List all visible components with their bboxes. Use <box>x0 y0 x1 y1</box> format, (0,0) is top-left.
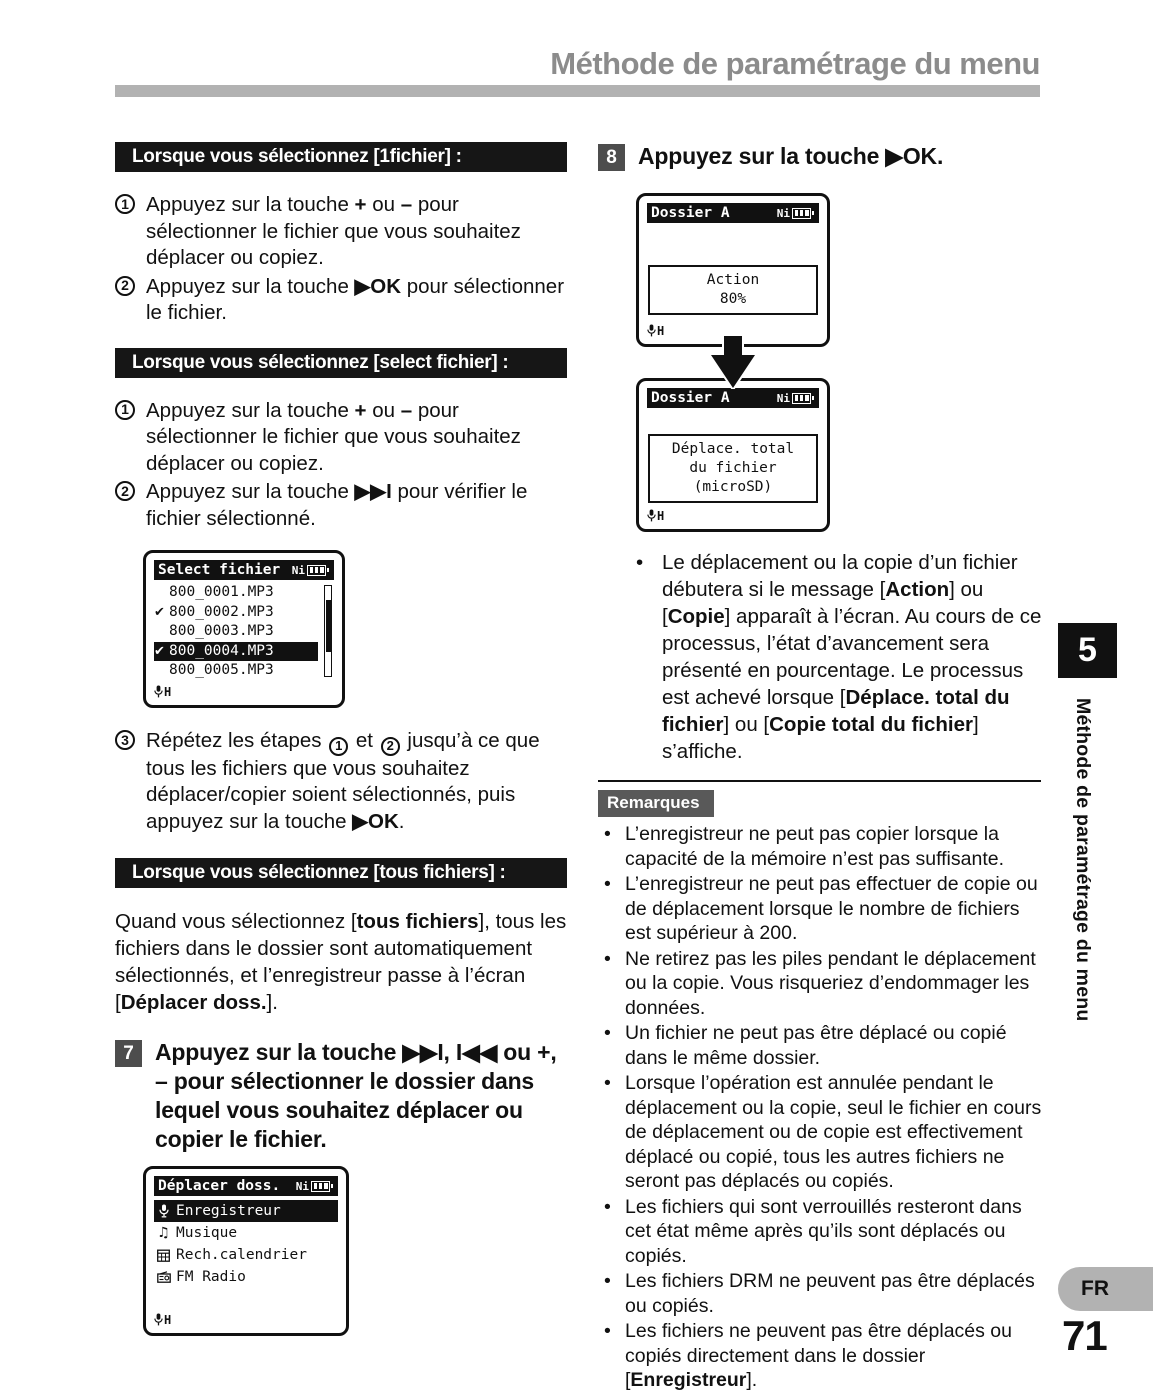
lcd-header <box>154 560 334 580</box>
file-name: 800_0004.MP3 <box>169 642 274 659</box>
step-8 <box>598 142 1043 171</box>
step-item <box>115 479 567 532</box>
battery-type-label: Ni <box>295 1179 309 1193</box>
lcd-header <box>647 388 819 408</box>
step-item <box>115 398 567 478</box>
remarks-heading: Remarques <box>598 790 714 817</box>
steps-select-fichier <box>115 398 567 533</box>
check-spacer <box>154 583 169 603</box>
down-arrow-icon <box>710 335 756 389</box>
battery-type-label: Ni <box>291 563 305 577</box>
battery-type-label: Ni <box>776 391 790 405</box>
lcd-title: Dossier A <box>651 205 730 221</box>
folder-label: Enregistreur <box>176 1202 281 1219</box>
lcd-footer <box>154 1313 338 1326</box>
lcd-folder-list <box>154 1200 338 1288</box>
lcd-message-box <box>648 434 818 503</box>
message-line: du fichier <box>689 460 777 476</box>
left-column <box>115 142 567 1336</box>
folder-row <box>154 1222 338 1244</box>
remark-item: • Lorsque l’opération est annulée pendant le déplacement ou la copie, seul le fichier en cours de déplacement ou de copie est effectivement déplacé ou copié, tous les autres fichiers ne seront pas déplacés ou copiés. <box>598 1071 1043 1194</box>
mic-sensitivity-label: H <box>164 1313 172 1328</box>
battery-icon <box>307 565 326 576</box>
music-note-icon: ♫ <box>157 1225 170 1242</box>
check-icon: ✔ <box>154 643 165 659</box>
step-item <box>115 728 567 835</box>
file-row <box>154 603 318 623</box>
remark-item: • Les fichiers ne peuvent pas être déplacés ou copiés directement dans le dossier [Enregistreur]. <box>598 1319 1043 1393</box>
title-underline-bar <box>115 85 1040 97</box>
file-row <box>154 583 318 603</box>
mic-sensitivity-label: H <box>657 509 665 523</box>
lcd-title: Déplacer doss. <box>158 1178 281 1195</box>
folder-row-selected <box>154 1200 338 1222</box>
page-number: 71 <box>1062 1312 1107 1359</box>
progress-percent: 80% <box>719 291 747 307</box>
lcd-screen-select-fichier <box>143 550 345 708</box>
tous-fichiers-paragraph: Quand vous sélectionnez [tous fichiers], tous les fichiers dans le dossier sont automatiquement sélectionnés, et l’enregistreur passe à l’écran [Déplacer doss.]. <box>115 910 567 1015</box>
step-text: Appuyez sur la touche + ou – pour sélectionner le fichier que vous souhaitez déplacer ou copiez. <box>146 398 521 475</box>
step-3 <box>115 728 567 835</box>
check-icon: ✔ <box>154 604 165 620</box>
lcd-footer <box>154 685 334 698</box>
file-row-selected <box>154 642 318 662</box>
file-name: 800_0003.MP3 <box>169 623 274 639</box>
step-text: Appuyez sur la touche ▶▶I pour vérifier le fichier sélectionné. <box>146 480 528 530</box>
process-note: • Le déplacement ou la copie d’un fichier débutera si le message [Action] ou [Copie] apparaît à l’écran. Au cours de ce processus, l’état d’avancement sera présenté en pourcentage. Le processus est achevé lorsque [Déplace. total du fichier] ou [Copie total du fichier] s’affiche. <box>598 549 1043 765</box>
section-heading-tous-fichiers: Lorsque vous sélectionnez [tous fichiers] : <box>115 858 567 888</box>
battery-type-label: Ni <box>776 206 790 220</box>
lcd-header <box>154 1176 338 1196</box>
microphone-icon <box>156 1204 171 1218</box>
file-row <box>154 661 318 681</box>
step-7 <box>115 1038 567 1154</box>
steps-1fichier <box>115 192 567 327</box>
step-item <box>115 192 567 272</box>
remark-item: • Les fichiers qui sont verrouillés resteront dans cet état même après qu’ils sont déplacés ou copiés. <box>598 1195 1043 1269</box>
remark-item: • Ne retirez pas les piles pendant le déplacement ou la copie. Vous risqueriez d’endommager les données. <box>598 947 1043 1021</box>
remarks-list <box>598 822 1043 1393</box>
section-heading-select-fichier: Lorsque vous sélectionnez [select fichier] : <box>115 348 567 378</box>
radio-icon <box>156 1271 171 1283</box>
language-badge <box>1058 1267 1153 1311</box>
file-name: 800_0001.MP3 <box>169 584 274 600</box>
message-line: Déplace. total <box>671 441 795 457</box>
folder-label: FM Radio <box>176 1268 246 1285</box>
lcd-screen-deplace-total <box>636 378 830 532</box>
battery-icon <box>311 1181 330 1192</box>
message-line: (microSD) <box>693 479 773 495</box>
file-name: 800_0002.MP3 <box>169 603 274 620</box>
microphone-icon <box>647 509 656 522</box>
folder-label: Musique <box>176 1224 238 1241</box>
step-title: Appuyez sur la touche ▶▶I, I◀◀ ou +, – pour sélectionner le dossier dans lequel vous souhaitez déplacer ou copier le fichier. <box>155 1039 557 1153</box>
lcd-title: Select fichier <box>158 562 281 578</box>
lcd-footer <box>647 509 819 522</box>
scrollbar-thumb <box>326 600 331 652</box>
remark-item: • Un fichier ne peut pas être déplacé ou copié dans le même dossier. <box>598 1021 1043 1070</box>
folder-row <box>154 1266 338 1288</box>
language-label: FR <box>1081 1277 1109 1300</box>
circled-number: 1 <box>115 194 135 214</box>
mic-sensitivity-label: H <box>164 685 172 699</box>
section-heading-1fichier: Lorsque vous sélectionnez [1fichier] : <box>115 142 567 172</box>
check-spacer <box>154 622 169 642</box>
calendar-icon <box>156 1249 171 1262</box>
file-name: 800_0005.MP3 <box>169 662 274 678</box>
lcd-title: Dossier A <box>651 390 730 406</box>
microphone-icon <box>154 1313 163 1326</box>
step-title: Appuyez sur la touche ▶OK. <box>638 143 944 169</box>
step-number-box: 7 <box>115 1040 142 1067</box>
mic-sensitivity-label: H <box>657 324 665 338</box>
chapter-number-tab: 5 <box>1058 623 1117 678</box>
lcd-header <box>647 203 819 223</box>
lcd-message-box <box>648 265 818 315</box>
lcd-screen-deplacer-doss <box>143 1166 349 1336</box>
circled-number: 2 <box>115 481 135 501</box>
microphone-icon <box>154 685 163 698</box>
folder-label: Rech.calendrier <box>176 1246 307 1263</box>
right-column <box>598 142 1043 1394</box>
battery-icon <box>792 208 811 219</box>
message-line: Action <box>706 272 760 288</box>
step-text: Répétez les étapes 1 et 2 jusqu’à ce que tous les fichiers que vous souhaitez déplacer/copier soient sélectionnés, puis appuyez sur la touche ▶OK. <box>146 729 540 833</box>
circled-number: 1 <box>115 400 135 420</box>
step-text: Appuyez sur la touche ▶OK pour sélectionner le fichier. <box>146 274 565 324</box>
battery-icon <box>792 393 811 404</box>
step-number-box: 8 <box>598 144 625 171</box>
page-title: Méthode de paramétrage du menu <box>550 46 1040 81</box>
remark-item: • L’enregistreur ne peut pas effectuer de copie ou de déplacement lorsque le nombre de fichiers est supérieur à 200. <box>598 872 1043 946</box>
microphone-icon <box>647 324 656 337</box>
sidebar-chapter-title: Méthode de paramétrage du menu <box>1072 698 1094 1022</box>
step-text: Appuyez sur la touche + ou – pour sélectionner le fichier que vous souhaitez déplacer ou copiez. <box>146 193 521 269</box>
lcd-screen-action <box>636 193 830 347</box>
circled-number: 2 <box>115 276 135 296</box>
lcd-file-list <box>154 583 334 681</box>
remark-item: • L’enregistreur ne peut pas copier lorsque la capacité de la mémoire n’est pas suffisante. <box>598 822 1043 871</box>
step-item <box>115 274 567 327</box>
folder-row <box>154 1244 338 1266</box>
file-row <box>154 622 318 642</box>
lcd-scrollbar <box>324 585 332 677</box>
check-spacer <box>154 661 169 681</box>
circled-number: 3 <box>115 730 135 750</box>
remark-item: • Les fichiers DRM ne peuvent pas être déplacés ou copiés. <box>598 1269 1043 1318</box>
